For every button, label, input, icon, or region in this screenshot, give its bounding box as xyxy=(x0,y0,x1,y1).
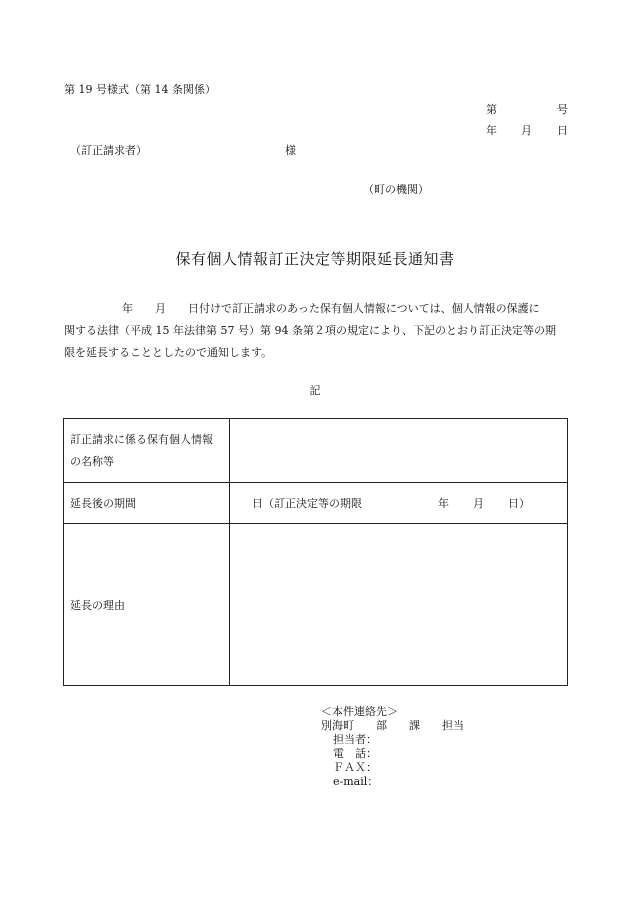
contact-department-line: 別海町 部 課 担当 xyxy=(321,719,464,732)
period-day-end: 日） xyxy=(508,497,530,510)
extension-reason-value[interactable] xyxy=(230,524,568,686)
contact-phone: 電 話： xyxy=(333,747,377,760)
document-number-label: 第 xyxy=(486,103,497,116)
contact-fax: ＦＡＸ： xyxy=(333,761,377,774)
body-line-3: 限を延長することとしたので通知します。 xyxy=(64,346,273,359)
body-year: 年 xyxy=(122,302,133,315)
extended-period-label: 延長後の期間 xyxy=(64,483,230,524)
period-day: 日（訂正決定等の期限 xyxy=(252,497,362,510)
contact-person: 担当者： xyxy=(333,733,377,746)
notice-body xyxy=(64,298,569,364)
contact-email: e-mail： xyxy=(333,775,379,788)
form-number: 第 19 号様式（第 14 条関係） xyxy=(64,83,216,96)
document-number-suffix: 号 xyxy=(557,103,568,116)
issue-date-year: 年 xyxy=(486,124,497,137)
period-year: 年 xyxy=(438,497,449,510)
honorific: 様 xyxy=(285,144,296,157)
contact-block xyxy=(321,705,464,789)
info-name-label: 訂正請求に係る保有個人情報 の名称等 xyxy=(64,419,230,483)
body-line-1-rest: 日付けで訂正請求のあった保有個人情報については、個人情報の保護に xyxy=(188,302,540,315)
requester-label: （訂正請求者） xyxy=(70,144,147,157)
issuer-label: （町の機関） xyxy=(363,183,429,196)
info-table xyxy=(63,418,568,686)
body-line-2: 関する法律（平成 15 年法律第 57 号）第 94 条第２項の規定により、下記のとおり訂正決定等の期 xyxy=(64,324,556,337)
table-row xyxy=(64,483,568,524)
table-row xyxy=(64,419,568,483)
contact-heading: ＜本件連絡先＞ xyxy=(321,705,398,718)
issue-date-month: 月 xyxy=(521,124,532,137)
extended-period-value[interactable] xyxy=(230,483,568,524)
table-row xyxy=(64,524,568,686)
extension-reason-label: 延長の理由 xyxy=(64,524,230,686)
info-name-value[interactable] xyxy=(230,419,568,483)
document-title: 保有個人情報訂正決定等期限延長通知書 xyxy=(175,250,455,268)
body-month: 月 xyxy=(155,302,166,315)
issue-date-day: 日 xyxy=(557,124,568,137)
period-month: 月 xyxy=(473,497,484,510)
ki-marker: 記 xyxy=(309,384,321,397)
body-line-1 xyxy=(64,298,569,320)
